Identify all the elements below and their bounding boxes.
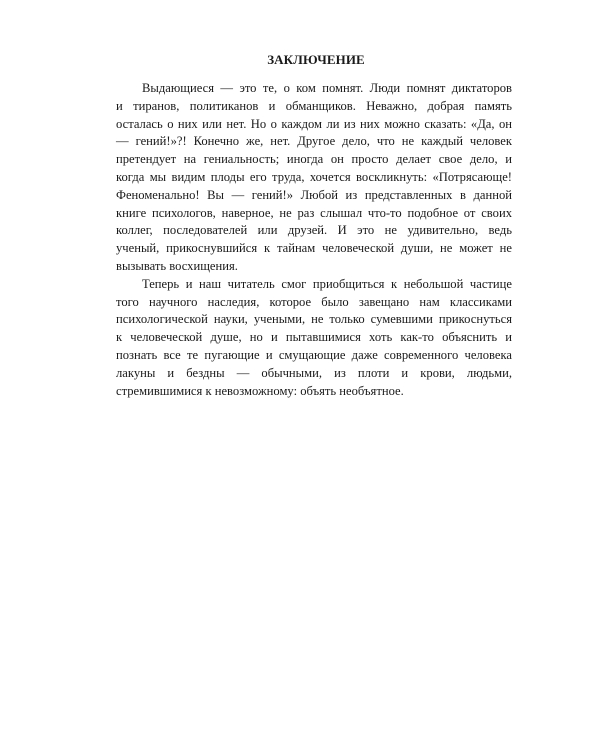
- paragraph-line: Выдающиеся — это те, о ком помнят. Люди помнят диктаторов: [142, 81, 512, 95]
- paragraph-line: Теперь и наш читатель смог приобщиться к небольшой частице: [142, 276, 512, 291]
- paragraph-line: — гений!»?! Конечно же, нет. Другое дело, что не каждый человек: [116, 134, 512, 149]
- paragraph-line: книге психологов, наверное, не раз слышал что-то подобное от своих: [116, 205, 512, 220]
- paragraph-line: ученый, прикоснувшийся к тайнам человеческой души, не может не: [116, 241, 512, 256]
- paragraph-line: претендует на гениальность; иногда он просто делает свое дело, и: [116, 152, 512, 167]
- paragraph-line: познать все те пугающие и смущающие даже современного человека: [116, 347, 512, 362]
- paragraph-line: к человеческой душе, но и пытавшимися хоть как-то объяснить и: [116, 330, 512, 345]
- paragraph-line: стремившимися к невозможному: объять необъятное.: [116, 383, 404, 398]
- paragraph-line: осталась о них или нет. Но о каждом ли из них можно сказать: «Да, он: [116, 116, 512, 131]
- document-body: [116, 80, 512, 400]
- paragraph-line: Феноменально! Вы — гений!» Любой из представленных в данной: [116, 187, 512, 202]
- paragraph-2: [116, 276, 512, 401]
- paragraph-line: вызывать восхищения.: [116, 258, 238, 273]
- page-title: ЗАКЛЮЧЕНИЕ: [267, 52, 365, 67]
- paragraph-line: когда мы видим плоды его труда, хочется воскликнуть: «Потрясающе!: [116, 169, 512, 184]
- paragraph-line: лакуны и бездны — обычными, из плоти и крови, людьми,: [116, 365, 512, 380]
- paragraph-line: и тиранов, политиканов и обманщиков. Неважно, добрая память: [116, 98, 512, 113]
- paragraph-line: психологической науки, учеными, не только сумевшими прикоснуться: [116, 312, 512, 327]
- paragraph-line: коллег, последователей или друзей. И это не удивительно, ведь: [116, 223, 512, 238]
- paragraph-line: того научного наследия, которое было завещано нам классиками: [116, 294, 512, 309]
- paragraph-1: [116, 80, 512, 276]
